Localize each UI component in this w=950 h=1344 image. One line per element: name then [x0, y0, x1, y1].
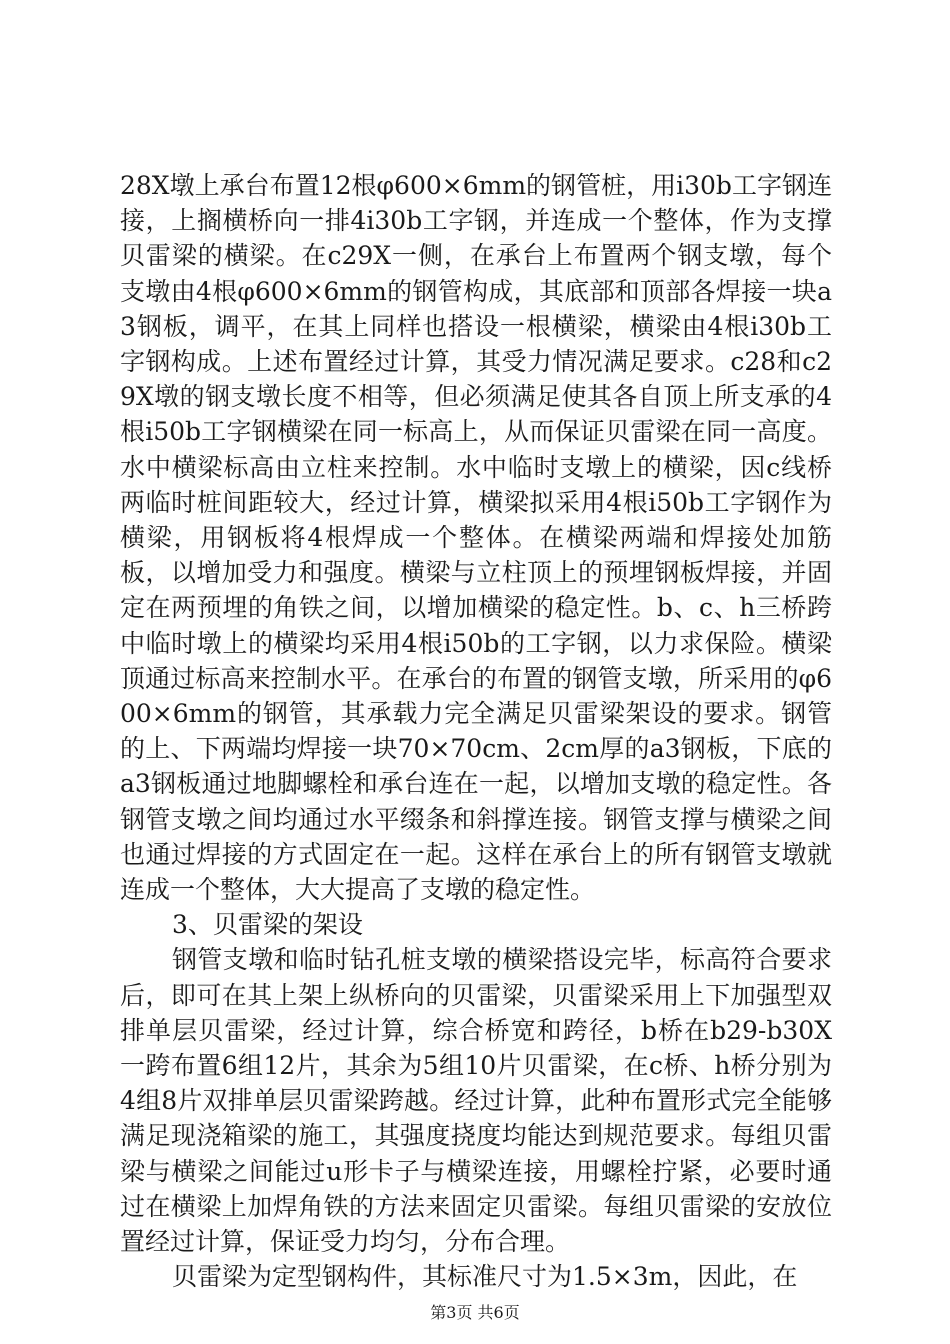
body-paragraph: 贝雷梁为定型钢构件，其标准尺寸为1.5×3m，因此，在 — [172, 1262, 798, 1292]
body-paragraph: 28X墩上承台布置12根φ600×6mm的钢管桩，用i30b工字钢连接，上搁横桥向一排4i30b工字钢，并连成一个整体，作为支撑贝雷梁的横梁。在c29X一侧，在承台上布置两个钢支墩，每个支墩由4根φ600×6mm的钢管构成，其底部和顶部各焊接一块a3钢板，调平，在其上同样也搭设一根横梁，横梁由4根i30b工字钢构成。上述布置经过计算，其受力情况满足要求。c28和c29X墩的钢支墩长度不相等，但必须满足使其各自顶上所支承的4根i50b工字钢横梁在同一标高上，从而保证贝雷梁在同一高度。水中横梁标高由立柱来控制。水中临时支墩上的横梁，因c线桥两临时桩间距较大，经过计算，横梁拟采用4根i50b工字钢作为横梁，用钢板将4根焊成一个整体。在横梁两端和焊接处加筋板，以增加受力和强度。横梁与立柱顶上的预埋钢板焊接，并固定在两预埋的角铁之间，以增加横梁的稳定性。b、c、h三桥跨中临时墩上的横梁均采用4根i50b的工字钢，以力求保险。横梁顶通过标高来控制水平。在承台的布置的钢管支墩，所采用的φ600×6mm的钢管，其承载力完全满足贝雷梁架设的要求。钢管的上、下两端均焊接一块70×70cm、2cm厚的a3钢板，下底的a3钢板通过地脚螺栓和承台连在一起，以增加支墩的稳定性。各钢管支墩之间均通过水平缀条和斜撑连接。钢管支撑与横梁之间也通过焊接的方式固定在一起。这样在承台上的所有钢管支墩就连成一个整体，大大提高了支墩的稳定性。 — [120, 171, 832, 905]
page-number-footer: 第3页 共6页 — [430, 1303, 520, 1322]
body-paragraph: 钢管支墩和临时钻孔桩支墩的横梁搭设完毕，标高符合要求后，即可在其上架上纵桥向的贝雷梁，贝雷梁采用上下加强型双排单层贝雷梁，经过计算，综合桥宽和跨径，b桥在b29-b30X一跨布置6组12片，其余为5组10片贝雷梁，在c桥、h桥分别为4组8片双排单层贝雷梁跨越。经过计算，此种布置形式完全能够满足现浇箱梁的施工，其强度挠度均能达到规范要求。每组贝雷梁与横梁之间能过u形卡子与横梁连接，用螺栓拧紧，必要时通过在横梁上加焊角铁的方法来固定贝雷梁。每组贝雷梁的安放位置经过计算，保证受力均匀，分布合理。 — [120, 945, 832, 1257]
document-body — [120, 168, 832, 1295]
section-heading: 3、贝雷梁的架设 — [172, 910, 363, 940]
